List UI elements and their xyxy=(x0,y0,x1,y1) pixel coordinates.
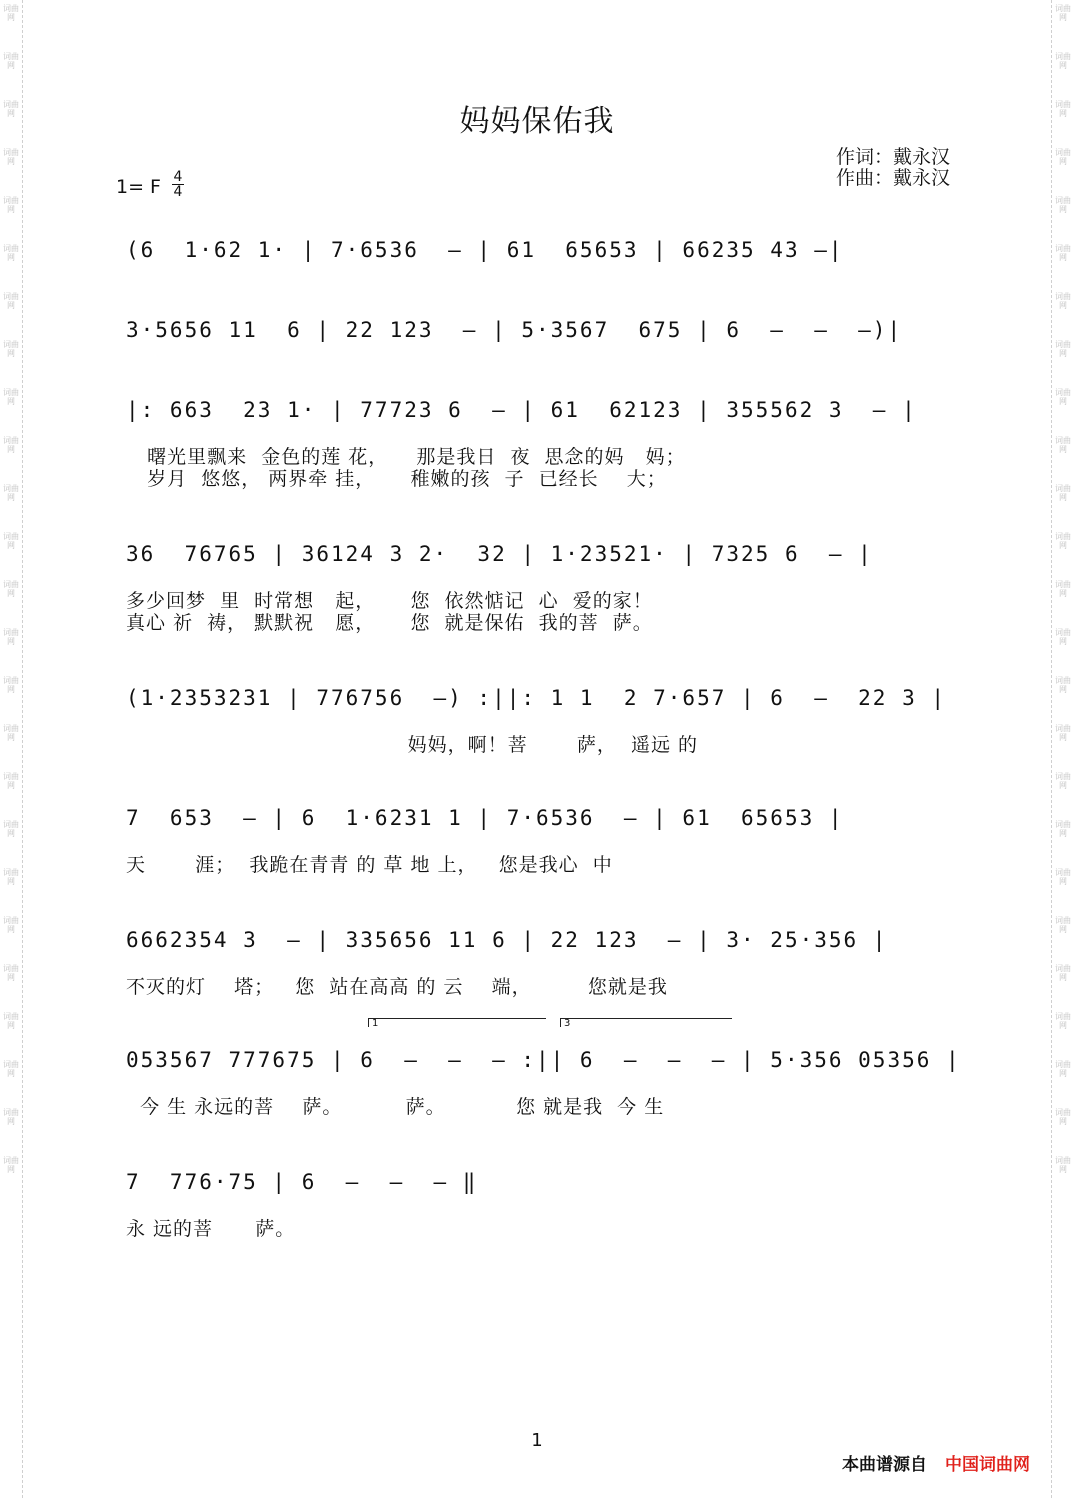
score-row xyxy=(0,806,1074,936)
watermark-text: 词曲网 xyxy=(3,724,19,742)
notes-line: 3·5656 11 6 | 22 123 — | 5·3567 675 | 6 — — —)| xyxy=(126,318,903,342)
lyrics-verse-1: 不灭的灯 塔； 您 站在高高 的 云 端， 您就是我 xyxy=(126,976,668,998)
watermark-text: 词曲网 xyxy=(1055,820,1071,838)
watermark-text: 词曲网 xyxy=(3,916,19,934)
watermark-text: 词曲网 xyxy=(1055,772,1071,790)
score-row xyxy=(0,398,1074,528)
watermark-text: 词曲网 xyxy=(1055,532,1071,550)
watermark-text: 词曲网 xyxy=(1055,1108,1071,1126)
watermark-text: 词曲网 xyxy=(1055,292,1071,310)
lyrics-verse-1: 曙光里飘来 金色的莲 花， 那是我日 夜 思念的妈 妈； xyxy=(126,446,686,468)
watermark-text: 词曲网 xyxy=(1055,436,1071,454)
time-signature xyxy=(172,170,184,199)
watermark-text: 词曲网 xyxy=(3,244,19,262)
watermark-text: 词曲网 xyxy=(3,1108,19,1126)
source-label: 本曲谱源自 xyxy=(842,1455,927,1475)
watermark-text: 词曲网 xyxy=(1055,100,1071,118)
notes-line: 7 776·75 | 6 — — — ‖ xyxy=(126,1170,478,1194)
watermark-text: 词曲网 xyxy=(3,1060,19,1078)
lyrics-verse-1: 妈妈，啊！菩 萨， 遥远 的 xyxy=(126,734,698,756)
watermark-text: 词曲网 xyxy=(1055,340,1071,358)
composer-credit: 作曲：戴永汉 xyxy=(836,167,951,189)
notes-line: (1·2353231 | 776756 —) :||: 1 1 2 7·657 | 6 — 22 3 | xyxy=(126,686,947,710)
watermark-text: 词曲网 xyxy=(3,196,19,214)
score-row xyxy=(0,686,1074,816)
key-signature: 1= F xyxy=(116,176,161,198)
score-row xyxy=(0,542,1074,672)
watermark-text: 词曲网 xyxy=(3,580,19,598)
score-row xyxy=(0,1170,1074,1300)
watermark-text: 词曲网 xyxy=(1055,724,1071,742)
watermark-text: 词曲网 xyxy=(3,772,19,790)
watermark-text: 词曲网 xyxy=(1055,676,1071,694)
song-title: 妈妈保佑我 xyxy=(459,104,615,139)
watermark-text: 词曲网 xyxy=(1055,1012,1071,1030)
notes-line: 053567 777675 | 6 — — — :|| 6 — — — | 5·356 05356 | xyxy=(126,1048,961,1072)
watermark-text: 词曲网 xyxy=(3,100,19,118)
watermark-text: 词曲网 xyxy=(3,436,19,454)
time-sig-bottom: 4 xyxy=(173,184,183,200)
watermark-text: 词曲网 xyxy=(3,148,19,166)
watermark-text: 词曲网 xyxy=(3,628,19,646)
notes-line: 6662354 3 — | 335656 11 6 | 22 123 — | 3· 25·356 | xyxy=(126,928,888,952)
watermark-text: 词曲网 xyxy=(1055,964,1071,982)
lyrics-verse-1: 多少回梦 里 时常想 起， 您 依然惦记 心 爱的家！ xyxy=(126,590,653,612)
watermark-text: 词曲网 xyxy=(3,964,19,982)
notes-line: |: 663 23 1· | 77723 6 — | 61 62123 | 355562 3 — | xyxy=(126,398,917,422)
lyricist-credit: 作词：戴永汉 xyxy=(836,146,951,168)
volta-bracket-2: 3 xyxy=(560,1018,732,1027)
source-footer xyxy=(842,1450,1030,1475)
watermark-text: 词曲网 xyxy=(3,820,19,838)
watermark-text: 词曲网 xyxy=(1055,196,1071,214)
watermark-text: 词曲网 xyxy=(3,4,19,22)
watermark-text: 词曲网 xyxy=(3,1156,19,1174)
lyrics-verse-2: 岁月 悠悠， 两界牵 挂， 稚嫩的孩 子 已经长 大； xyxy=(126,468,667,490)
time-sig-top: 4 xyxy=(173,169,183,185)
notes-line: 36 76765 | 36124 3 2· 32 | 1·23521· | 7325 6 — | xyxy=(126,542,873,566)
watermark-text: 词曲网 xyxy=(1055,52,1071,70)
lyrics-verse-1: 天 涯； 我跪在青青 的 草 地 上， 您是我心 中 xyxy=(126,854,613,876)
watermark-text: 词曲网 xyxy=(1055,388,1071,406)
lyrics-verse-1: 永 远的菩 萨。 xyxy=(126,1218,296,1240)
volta-bracket-1: 1 xyxy=(368,1018,546,1027)
watermark-text: 词曲网 xyxy=(3,484,19,502)
watermark-text: 词曲网 xyxy=(3,340,19,358)
watermark-text: 词曲网 xyxy=(1055,1156,1071,1174)
watermark-text: 词曲网 xyxy=(3,52,19,70)
score-row xyxy=(0,928,1074,1058)
watermark-text: 词曲网 xyxy=(3,1012,19,1030)
notes-line: (6 1·62 1· | 7·6536 — | 61 65653 | 66235 43 —| xyxy=(126,238,844,262)
lyrics-verse-1: 今 生 永远的菩 萨。 萨。 您 就是我 今 生 xyxy=(126,1096,665,1118)
watermark-text: 词曲网 xyxy=(1055,916,1071,934)
watermark-text: 词曲网 xyxy=(1055,4,1071,22)
watermark-text: 词曲网 xyxy=(1055,628,1071,646)
watermark-text: 词曲网 xyxy=(1055,484,1071,502)
lyrics-verse-2: 真心 祈 祷， 默默祝 愿， 您 就是保佑 我的菩 萨。 xyxy=(126,612,653,634)
watermark-text: 词曲网 xyxy=(1055,868,1071,886)
watermark-text: 词曲网 xyxy=(3,388,19,406)
watermark-text: 词曲网 xyxy=(3,292,19,310)
page-number: 1 xyxy=(531,1430,543,1451)
notes-line: 7 653 — | 6 1·6231 1 | 7·6536 — | 61 65653 | xyxy=(126,806,844,830)
source-site-link[interactable]: 中国词曲网 xyxy=(945,1455,1030,1475)
watermark-text: 词曲网 xyxy=(3,532,19,550)
watermark-text: 词曲网 xyxy=(1055,148,1071,166)
watermark-text: 词曲网 xyxy=(3,676,19,694)
watermark-text: 词曲网 xyxy=(3,868,19,886)
score-row xyxy=(0,1048,1074,1178)
watermark-text: 词曲网 xyxy=(1055,244,1071,262)
watermark-text: 词曲网 xyxy=(1055,1060,1071,1078)
watermark-text: 词曲网 xyxy=(1055,580,1071,598)
